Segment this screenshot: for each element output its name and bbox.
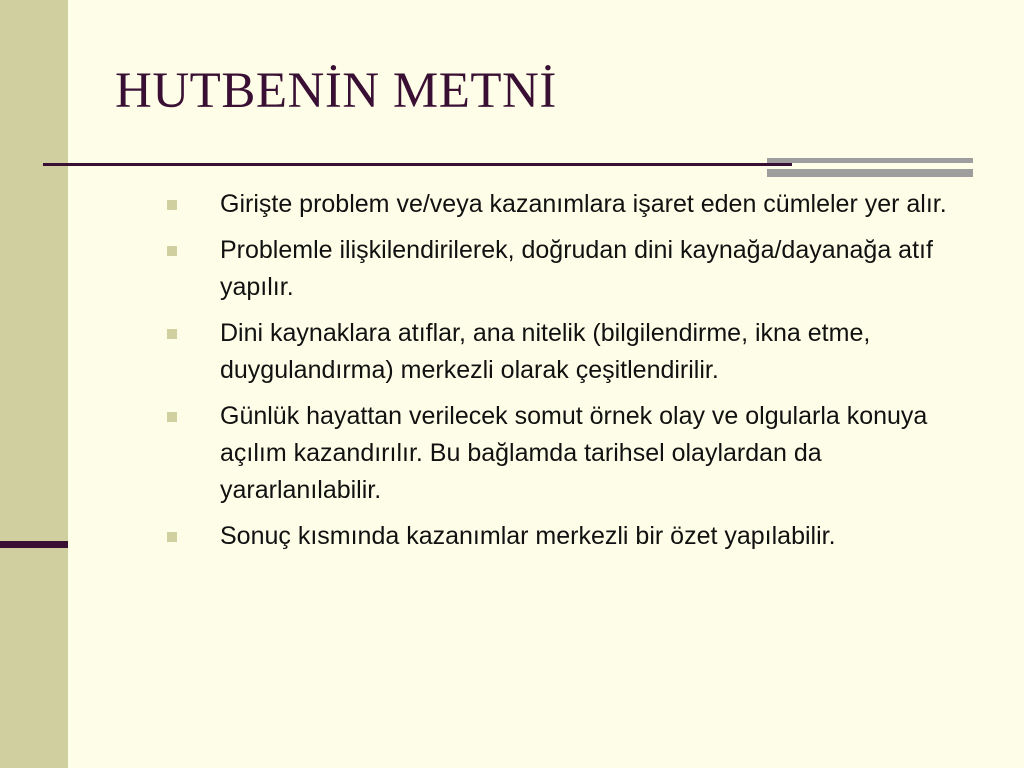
square-bullet-icon [167,200,177,210]
bullet-list [167,186,977,564]
left-accent-bar [0,541,68,548]
bullet-item-5 [167,518,977,555]
title-divider-line [43,163,792,166]
grey-accent-bar-bottom [767,169,973,177]
bullet-text: Girişte problem ve/veya kazanımlara işaret eden cümleler yer alır. [220,190,947,218]
square-bullet-icon [167,412,177,422]
bullet-item-3 [167,315,977,389]
slide-title: HUTBENİN METNİ [115,63,557,119]
bullet-text: Problemle ilişkilendirilerek, doğrudan dini kaynağa/dayanağa atıf yapılır. [220,236,933,301]
bullet-text: Günlük hayattan verilecek somut örnek olay ve olgularla konuya açılım kazandırılır. Bu bağlamda tarihsel olaylardan da yararlanılabilir. [220,402,928,504]
square-bullet-icon [167,532,177,542]
grey-accent-bar-top [767,158,973,163]
bullet-item-1 [167,186,977,223]
square-bullet-icon [167,246,177,256]
bullet-item-4 [167,398,977,509]
square-bullet-icon [167,329,177,339]
bullet-text: Dini kaynaklara atıflar, ana nitelik (bilgilendirme, ikna etme, duygulandırma) merkezli olarak çeşitlendirilir. [220,319,871,384]
left-decorative-band [0,0,68,768]
bullet-text: Sonuç kısmında kazanımlar merkezli bir özet yapılabilir. [220,522,836,550]
bullet-item-2 [167,232,977,306]
